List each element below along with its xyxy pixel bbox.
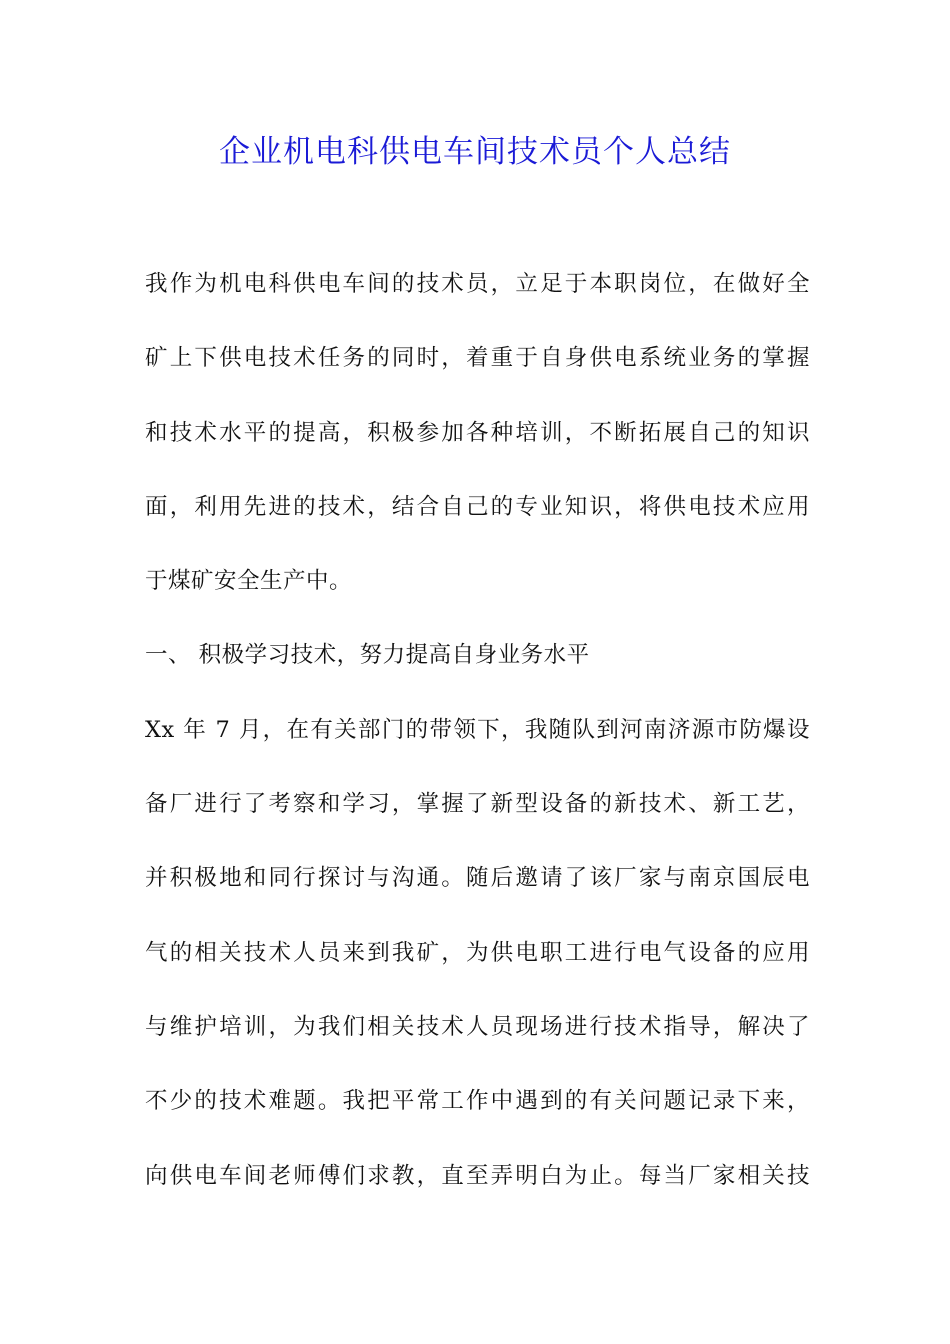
paragraph-line: 和技术水平的提高，积极参加各种培训，不断拓展自己的知识 <box>145 419 810 446</box>
paragraph-line: 于煤矿安全生产中。 <box>145 568 353 595</box>
paragraph-line: 与维护培训，为我们相关技术人员现场进行技术指导，解决了 <box>145 1013 810 1040</box>
section-heading: 一、 积极学习技术，努力提高自身业务水平 <box>145 642 590 669</box>
paragraph-line: 不少的技术难题。我把平常工作中遇到的有关问题记录下来， <box>145 1088 810 1115</box>
paragraph-line: 备厂进行了考察和学习，掌握了新型设备的新技术、新工艺， <box>145 791 810 818</box>
paragraph-line: 矿上下供电技术任务的同时，着重于自身供电系统业务的掌握 <box>145 345 810 372</box>
paragraph-line: 我作为机电科供电车间的技术员，立足于本职岗位，在做好全 <box>145 271 810 297</box>
paragraph-line: 面，利用先进的技术，结合自己的专业知识，将供电技术应用 <box>145 493 810 520</box>
paragraph-line: Xx 年 7 月，在有关部门的带领下，我随队到河南济源市防爆设 <box>145 716 810 743</box>
paragraph-line: 气的相关技术人员来到我矿，为供电职工进行电气设备的应用 <box>145 939 810 966</box>
paragraph-line: 向供电车间老师傅们求教，直至弄明白为止。每当厂家相关技 <box>145 1162 810 1189</box>
document-body <box>145 260 810 1226</box>
paragraph-line: 并积极地和同行探讨与沟通。随后邀请了该厂家与南京国辰电 <box>145 865 810 892</box>
document-title: 企业机电科供电车间技术员个人总结 <box>219 134 731 170</box>
